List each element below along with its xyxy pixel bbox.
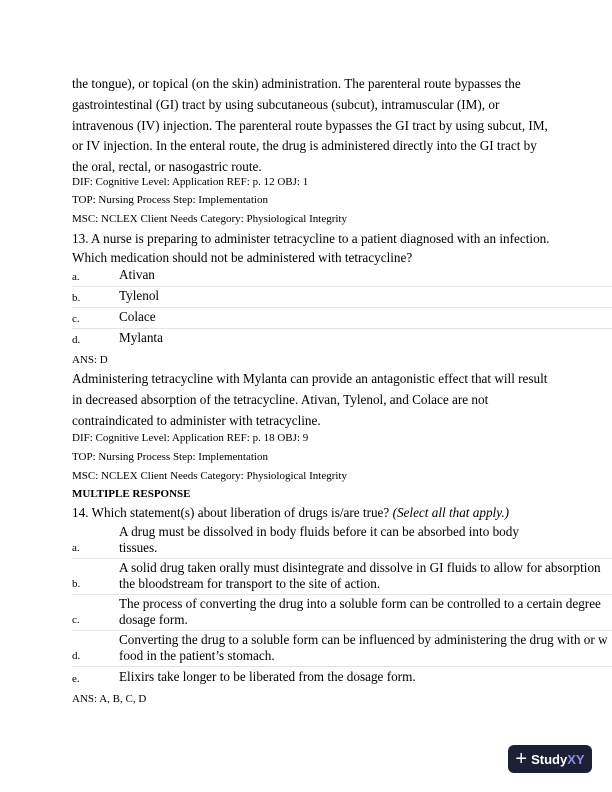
plus-icon: + [515, 748, 528, 770]
q13-option-a [72, 265, 612, 287]
option-text: Tylenol [119, 288, 160, 303]
option-text-line1: Converting the drug to a soluble form can be influenced by administering the drug with or w [119, 632, 608, 647]
option-text-line2: dosage form. [119, 612, 188, 627]
studyxy-logo[interactable] [508, 745, 592, 773]
option-letter: d. [72, 650, 81, 662]
logo-text-prefix: Study [531, 751, 568, 767]
option-text: Mylanta [119, 330, 163, 345]
q14-option-e [72, 666, 612, 688]
option-letter: a. [72, 271, 80, 283]
option-text-line1: A drug must be dissolved in body fluids before it can be absorbed into body [119, 524, 519, 539]
option-letter: b. [72, 578, 81, 590]
q12-msc: MSC: NCLEX Client Needs Category: Physiological Integrity [72, 213, 347, 225]
q13-option-c [72, 307, 612, 329]
option-letter: c. [72, 313, 80, 325]
option-letter: a. [72, 542, 80, 554]
intro-paragraph: the tongue), or topical (on the skin) administration. The parenteral route bypasses the gastrointestinal (GI) tract by using subcutaneous (subcut), intramuscular (IM), or intravenous (IV) injection. The parenteral route bypasses the GI tract by using subcut, IM, or IV injection. In the enteral route, the drug is administered directly into the GI tract by the oral, rectal, or nasogastric route. [72, 76, 548, 175]
q12-dif: DIF: Cognitive Level: Application REF: p. 12 OBJ: 1 [72, 176, 309, 188]
q13-answer: ANS: D [72, 354, 108, 366]
option-letter: e. [72, 673, 80, 685]
q14-option-a [72, 522, 612, 559]
q14-option-d [72, 630, 612, 667]
q13-dif: DIF: Cognitive Level: Application REF: p. 18 OBJ: 9 [72, 432, 309, 444]
option-letter: c. [72, 614, 80, 626]
q14-option-b [72, 558, 612, 595]
option-text-line2: the bloodstream for transport to the site of action. [119, 576, 381, 591]
q13-top: TOP: Nursing Process Step: Implementation [72, 451, 268, 463]
option-letter: d. [72, 334, 81, 346]
option-text-line1: The process of converting the drug into a soluble form can be controlled to a certain degree [119, 596, 601, 611]
q13-msc: MSC: NCLEX Client Needs Category: Physiological Integrity [72, 470, 347, 482]
q12-top: TOP: Nursing Process Step: Implementation [72, 194, 268, 206]
q14-option-c [72, 594, 612, 631]
logo-text-suffix: XY [567, 751, 585, 767]
option-text: Colace [119, 309, 156, 324]
q13-option-b [72, 286, 612, 308]
option-text-line2: food in the patient’s stomach. [119, 648, 275, 663]
option-text: Ativan [119, 267, 155, 282]
section-heading: MULTIPLE RESPONSE [72, 488, 191, 500]
q13-option-d [72, 328, 612, 348]
option-letter: b. [72, 292, 81, 304]
option-text-line1: A solid drug taken orally must disintegrate and dissolve in GI fluids to allow for absorption [119, 560, 601, 575]
option-text-line1: Elixirs take longer to be liberated from the dosage form. [119, 669, 416, 684]
logo-text [531, 752, 584, 767]
option-text-line2: tissues. [119, 540, 158, 555]
q13-stem: 13. A nurse is preparing to administer tetracycline to a patient diagnosed with an infection. Which medication should not be administered with tetracycline? [72, 231, 550, 265]
q14-stem-note: (Select all that apply.) [392, 505, 510, 520]
q14-stem-text: 14. Which statement(s) about liberation of drugs is/are true? [72, 505, 390, 520]
q13-rationale: Administering tetracycline with Mylanta can provide an antagonistic effect that will result in decreased absorption of the tetracycline. Ativan, Tylenol, and Colace are not contraindicated to administer with tetracycline. [72, 371, 548, 428]
q14-stem [72, 503, 552, 522]
q14-answer: ANS: A, B, C, D [72, 693, 147, 705]
